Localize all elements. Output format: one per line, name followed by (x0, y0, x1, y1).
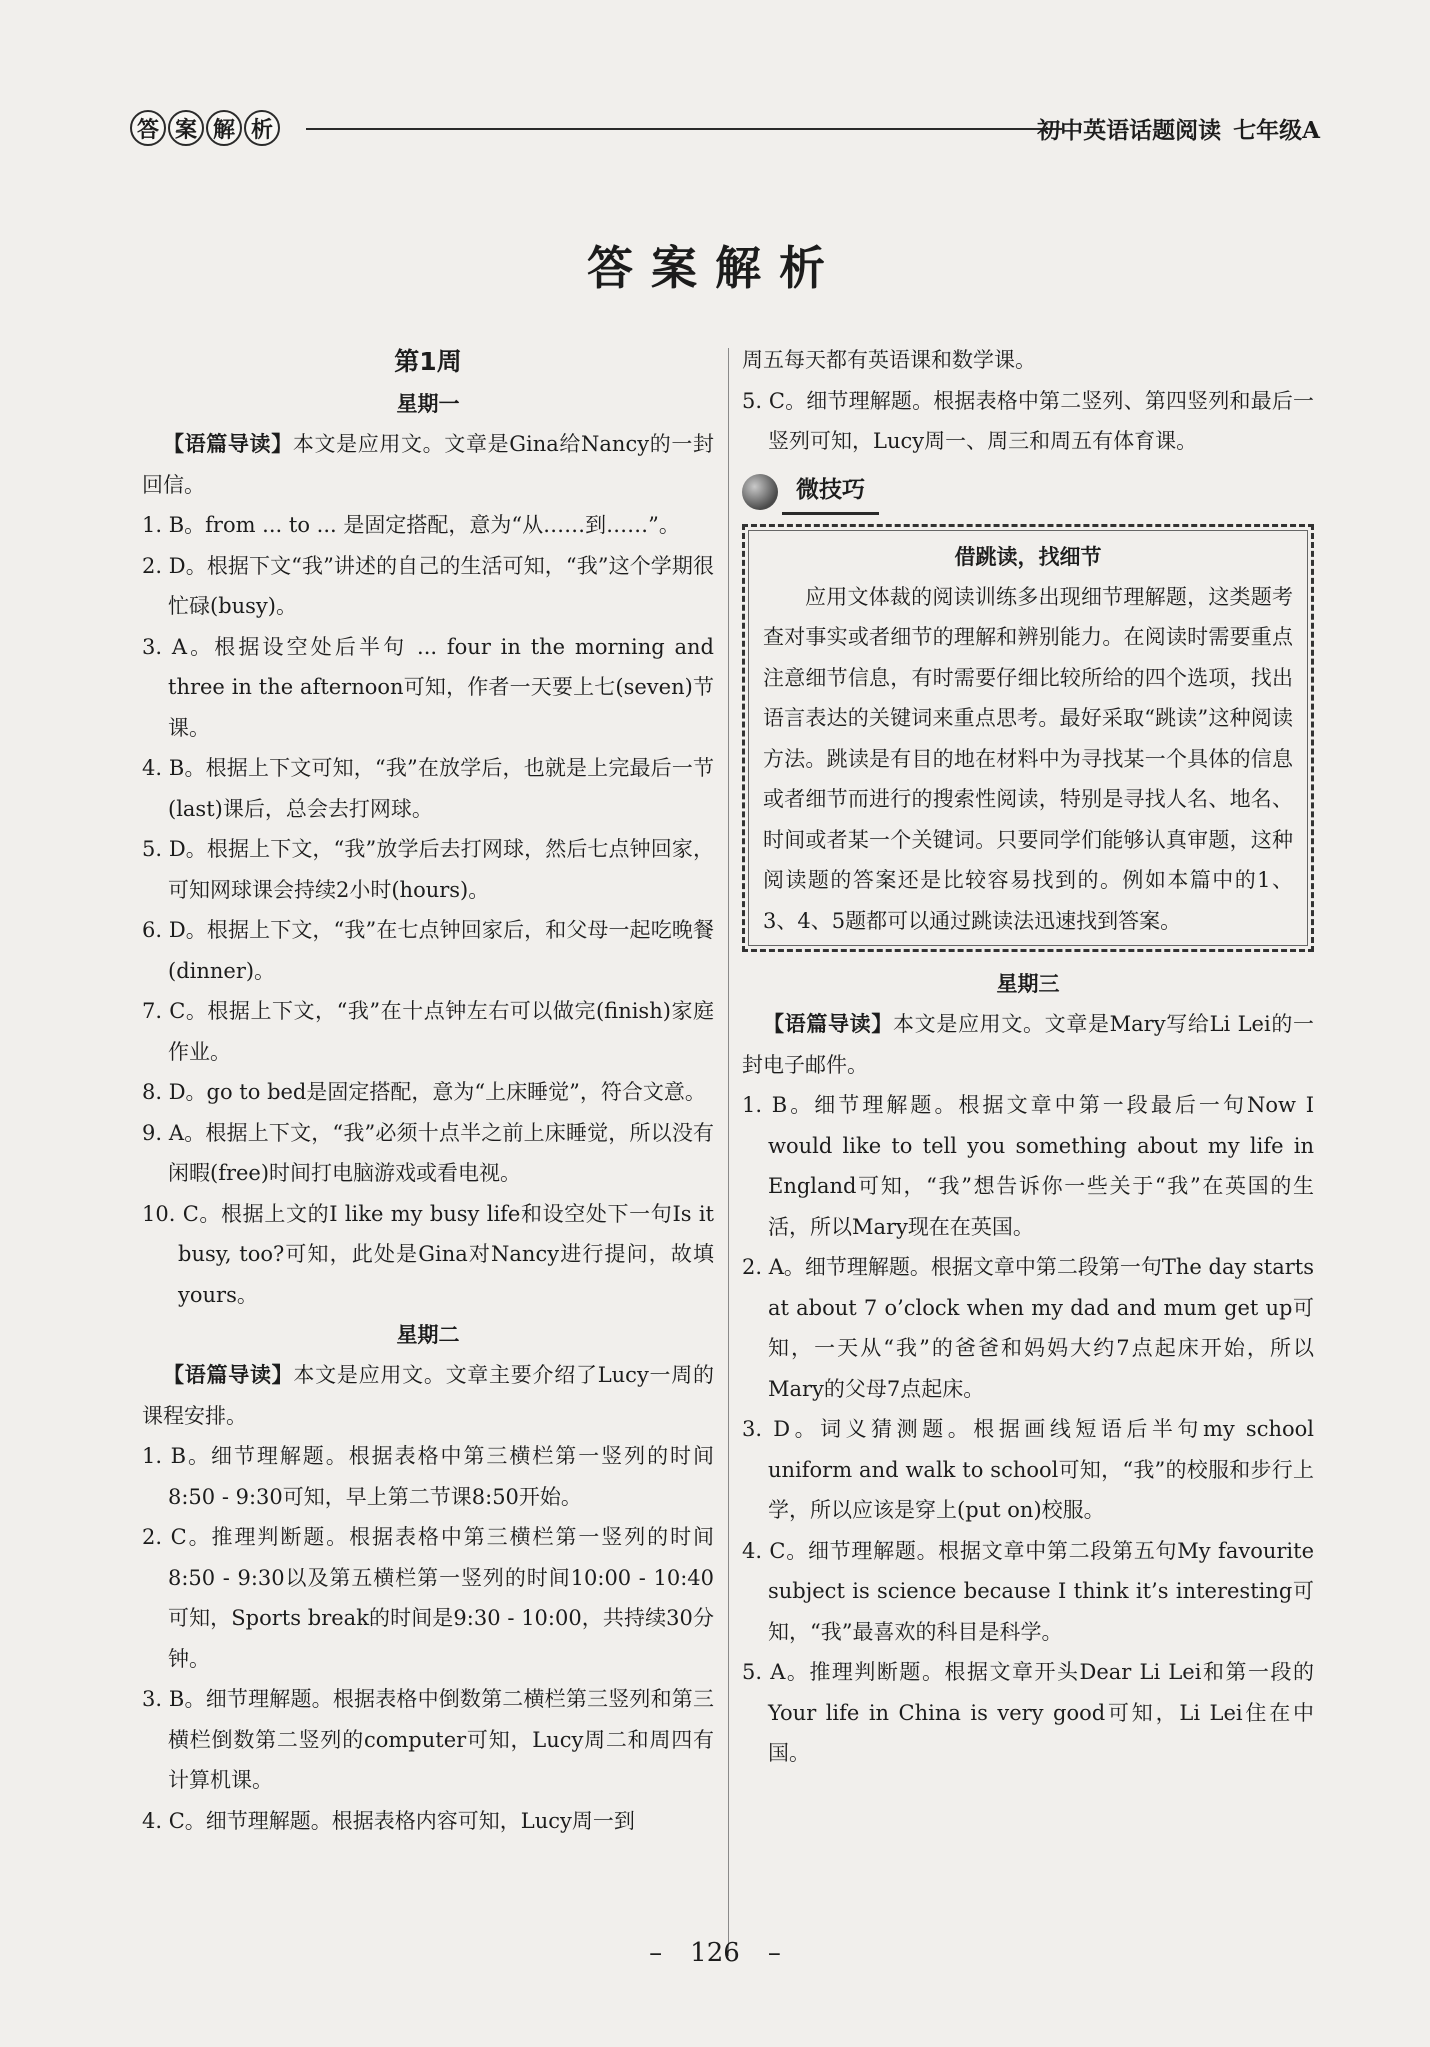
right-column (742, 340, 1314, 1774)
badge-char: 解 (206, 110, 242, 146)
page-title: 答案解析 (587, 241, 843, 295)
intro-text: 本文是应用文。文章是Mary写给Li Lei的一封电子邮件。 (742, 1012, 1314, 1077)
tip-heading (742, 466, 1314, 518)
intro-tag: 【语篇导读】 (163, 1363, 294, 1387)
page-number-value: 126 (690, 1938, 740, 1968)
page-number-dash-right: – (767, 1938, 781, 1968)
answer-item: 3. D。词义猜测题。根据画线短语后半句my school uniform and walk to school可知，“我”的校服和步行上学，所以应该是穿上(put on)校服。 (742, 1417, 1314, 1522)
section-badge (130, 110, 280, 146)
day-title-monday: 星期一 (396, 392, 460, 416)
header-rule (306, 128, 1062, 130)
badge-char: 案 (168, 110, 204, 146)
answer-item: 5. C。细节理解题。根据表格中第二竖列、第四竖列和最后一竖列可知，Lucy周一、周三和周五有体育课。 (742, 388, 1314, 453)
passage-intro (142, 424, 714, 505)
page-number (0, 1938, 1430, 1968)
answer-item: 7. C。根据上下文，“我”在十点钟左右可以做完(finish)家庭作业。 (142, 999, 714, 1064)
badge-char: 析 (244, 110, 280, 146)
intro-tag: 【语篇导读】 (163, 432, 293, 456)
intro-text: 本文是应用文。文章是Gina给Nancy的一封回信。 (142, 432, 714, 497)
tip-label: 微技巧 (782, 468, 879, 516)
answer-item: 3. A。根据设空处后半句 ... four in the morning and three in the afternoon可知，作者一天要上七(seven)节课。 (142, 634, 714, 740)
week-title: 第1周 (394, 347, 462, 376)
book-title (1037, 112, 1320, 145)
tip-inner (748, 530, 1308, 947)
answer-item: 10. C。根据上文的I like my busy life和设空处下一句Is it busy, too?可知，此处是Gina对Nancy进行提问，故填yours。 (142, 1201, 714, 1307)
answer-item: 2. D。根据下文“我”讲述的自己的生活可知，“我”这个学期很忙碌(busy)。 (142, 553, 714, 618)
answer-item: 4. C。细节理解题。根据文章中第二段第五句My favourite subject is science because I think it’s interesting可知，“我”最喜欢的科目是科学。 (742, 1538, 1314, 1644)
page-number-dash-left: – (649, 1938, 663, 1968)
column-divider (728, 348, 729, 1956)
answer-item: 4. C。细节理解题。根据表格内容可知，Lucy周一到 (142, 1808, 635, 1833)
tip-text: 应用文体裁的阅读训练多出现细节理解题，这类题考查对事实或者细节的理解和辨别能力。在阅读时需要重点注意细节信息，有时需要仔细比较所给的四个选项，找出语言表达的关键词来重点思考。最好采取“跳读”这种阅读方法。跳读是有目的地在材料中为寻找某一个具体的信息或者细节而进行的搜索性阅读，特别是寻找人名、地名、时间或者某一个关键词。只要同学们能够认真审题，这种阅读题的答案还是比较容易找到的。例如本篇中的1、3、4、5题都可以通过跳读法迅速找到答案。 (763, 584, 1293, 933)
tip-box (742, 524, 1314, 953)
tip-title: 借跳读，找细节 (954, 544, 1102, 569)
left-column (142, 340, 714, 1841)
answer-item: 6. D。根据上下文，“我”在七点钟回家后，和父母一起吃晚餐(dinner)。 (142, 918, 714, 983)
passage-intro (142, 1355, 714, 1436)
answer-item: 1. B。细节理解题。根据文章中第一段最后一句Now I would like to tell you something about my life in England可知，“我”想告诉你一些关于“我”在英国的生活，所以Mary现在在英国。 (742, 1093, 1314, 1239)
answer-item: 3. B。细节理解题。根据表格中倒数第二横栏第三竖列和第三横栏倒数第二竖列的computer可知，Lucy周二和周四有计算机课。 (142, 1687, 714, 1792)
answer-item: 2. A。细节理解题。根据文章中第二段第一句The day starts at about 7 o’clock when my dad and mum get up可知，一天从“我”的爸爸和妈妈大约7点起床开始，所以Mary的父母7点起床。 (742, 1255, 1315, 1401)
answer-continuation: 周五每天都有英语课和数学课。 (742, 348, 1036, 372)
day-title-tuesday: 星期二 (396, 1323, 460, 1347)
intro-tag: 【语篇导读】 (763, 1012, 893, 1036)
answer-item: 1. B。from ... to ... 是固定搭配，意为“从……到……”。 (142, 513, 680, 537)
answer-item: 4. B。根据上下文可知，“我”在放学后，也就是上完最后一节(last)课后，总会去打网球。 (142, 756, 714, 821)
book-title-text: 初中英语话题阅读 (1037, 118, 1222, 144)
answer-item: 9. A。根据上下文，“我”必须十点半之前上床睡觉，所以没有闲暇(free)时间打电脑游戏或看电视。 (142, 1120, 714, 1185)
badge-char: 答 (130, 110, 166, 146)
day-title-wednesday: 星期三 (996, 972, 1060, 996)
answer-item: 1. B。细节理解题。根据表格中第三横栏第一竖列的时间8:50 - 9:30可知，早上第二节课8:50开始。 (142, 1444, 714, 1509)
tip-bulb-icon (742, 474, 778, 510)
grade-label: 七年级A (1233, 117, 1320, 144)
answer-item: 5. A。推理判断题。根据文章开头Dear Li Lei和第一段的Your life in China is very good可知，Li Lei住在中国。 (742, 1660, 1314, 1765)
running-header (130, 108, 1320, 154)
answer-item: 8. D。go to bed是固定搭配，意为“上床睡觉”，符合文意。 (142, 1080, 706, 1104)
passage-intro (742, 1004, 1314, 1085)
intro-text: 本文是应用文。文章主要介绍了Lucy一周的课程安排。 (142, 1363, 715, 1428)
answer-item: 2. C。推理判断题。根据表格中第三横栏第一竖列的时间8:50 - 9:30以及第五横栏第一竖列的时间10:00 - 10:40可知，Sports break的时间是9:30 - 10:00，共持续30分钟。 (142, 1525, 714, 1671)
answer-item: 5. D。根据上下文，“我”放学后去打网球，然后七点钟回家，可知网球课会持续2小时(hours)。 (142, 837, 714, 902)
